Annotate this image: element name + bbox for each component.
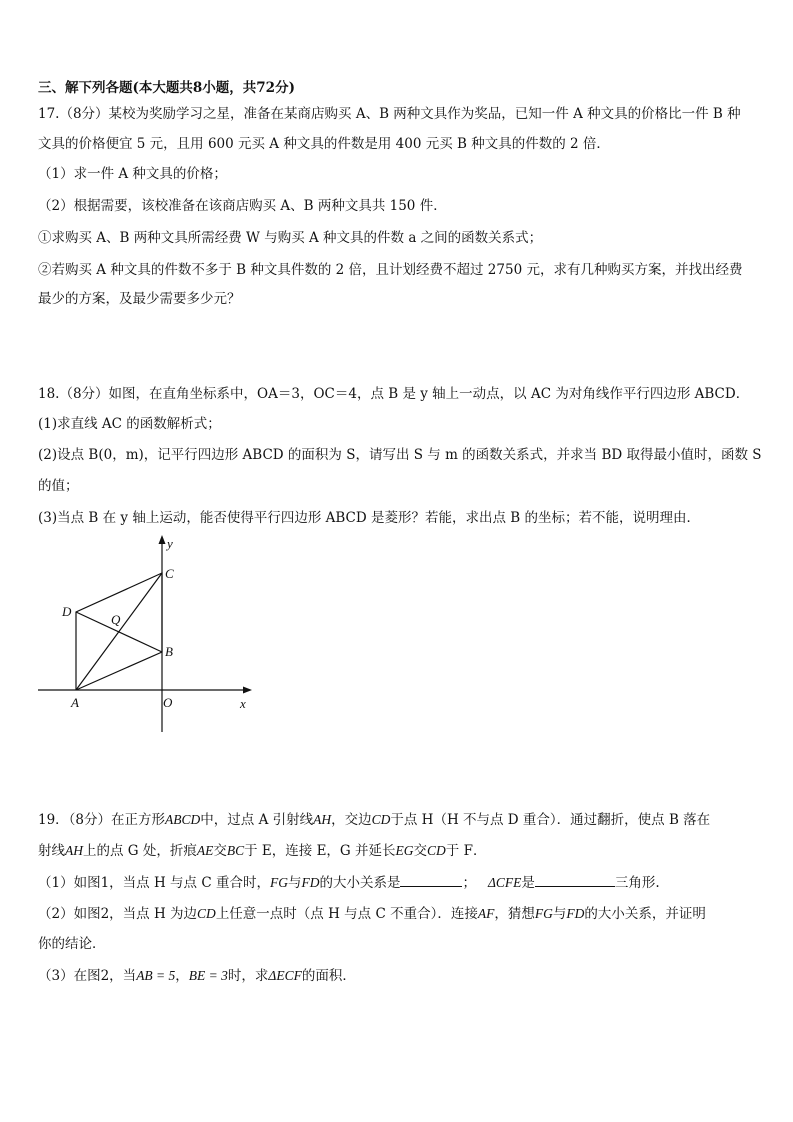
text: 时，求 <box>227 968 269 984</box>
text: （1）如图1，当点 H 与点 C 重合时， <box>38 875 270 891</box>
math-fg: FG <box>534 906 553 921</box>
text: 射线 <box>38 843 65 859</box>
q17-line: （1）求一件 A 种文具的价格； <box>38 166 227 182</box>
q18-line: 18.（8分）如图，在直角坐标系中，OA＝3，OC＝4，点 B 是 y 轴上一动点，以 AC 为对角线作平行四边形 ABCD． <box>38 386 750 402</box>
q18-line: (3)当点 B 在 y 轴上运动，能否使得平行四边形 ABCD 是菱形？若能，求出点 B 的坐标；若不能，说明理由． <box>38 510 700 526</box>
q17-line: ②若购买 A 种文具的件数不多于 B 种文具件数的 2 倍，且计划经费不超过 2750 元，求有几种购买方案，并找出经费 <box>38 262 743 278</box>
q19-line: 你的结论． <box>38 936 106 952</box>
label-c: C <box>165 566 174 581</box>
math-cfe: ΔCFE <box>487 875 522 890</box>
q17-line: （2）根据需要，该校准备在该商店购买 A、B 两种文具共 150 件． <box>38 198 447 214</box>
text: （3）在图2，当 <box>38 968 137 984</box>
math-ae: AE <box>196 843 214 858</box>
math-bc: BC <box>226 843 245 858</box>
math-fd: FD <box>301 875 320 890</box>
text: 于 F． <box>445 843 487 859</box>
text: 中，过点 A 引射线 <box>200 812 314 828</box>
answer-blank[interactable] <box>535 872 615 887</box>
text: 于 E，连接 E，G 并延长 <box>244 843 396 859</box>
text: 19．（8分）在正方形 <box>38 812 166 828</box>
q19-line <box>38 810 710 830</box>
label-x: x <box>240 696 246 711</box>
q17-line: 最少的方案，及最少需要多少元？ <box>38 291 241 307</box>
math-fg: FG <box>269 875 288 890</box>
label-o: O <box>163 695 173 710</box>
text: 的大小关系，并证明 <box>584 906 706 922</box>
q17-line: 文具的价格便宜 5 元，且用 600 元买 A 种文具的件数是用 400 元买 B 种文具的件数的 2 倍． <box>38 136 610 152</box>
text: ， <box>175 968 189 984</box>
text: 交 <box>213 843 227 859</box>
text: 三角形. <box>614 875 660 891</box>
math-fd: FD <box>566 906 585 921</box>
text: 的大小关系是 <box>319 875 401 891</box>
q18-line: 的值； <box>38 478 79 494</box>
text: ，交边 <box>331 812 372 828</box>
text: 于点 H（H 不与点 D 重合）．通过翻折，使点 B 落在 <box>390 812 711 828</box>
section-title: 三、解下列各题(本大题共8小题，共72分) <box>38 80 295 96</box>
text: （2）如图2，当点 H 为边 <box>38 906 198 922</box>
math-be-3: BE = 3 <box>188 968 228 983</box>
math-eg: EG <box>395 843 414 858</box>
q18-line: (2)设点 B(0，m)，记平行四边形 ABCD 的面积为 S，请写出 S 与 m 的函数关系式，并求当 BD 取得最小值时，函数 S <box>38 447 762 463</box>
coordinate-figure <box>30 532 270 742</box>
q17-line: 17.（8分）某校为奖励学习之星，准备在某商店购买 A、B 两种文具作为奖品，已知一件 A 种文具的价格比一件 B 种 <box>38 106 741 122</box>
label-a: A <box>71 695 79 710</box>
label-q: Q <box>111 612 121 627</box>
q19-line <box>38 872 660 893</box>
x-axis-arrow <box>243 687 252 694</box>
math-cd: CD <box>371 812 391 827</box>
math-cd: CD <box>197 906 216 921</box>
q17-line: ①求购买 A、B 两种文具所需经费 W 与购买 A 种文具的件数 a 之间的函数关系式； <box>38 230 543 246</box>
math-ab-5: AB = 5 <box>136 968 176 983</box>
text: 交 <box>413 843 428 859</box>
y-axis-arrow <box>159 535 166 544</box>
text: ； <box>462 875 476 891</box>
text: 上的点 G 处，折痕 <box>83 843 197 859</box>
math-ah: AH <box>313 812 332 827</box>
text: ，猜想 <box>494 906 535 922</box>
answer-blank[interactable] <box>400 872 462 887</box>
q19-line <box>38 904 706 924</box>
text: 与 <box>552 906 567 922</box>
q19-line <box>38 841 486 861</box>
text: 是 <box>521 875 535 891</box>
math-cd: CD <box>427 843 446 858</box>
text: 上任意一点时（点 H 与点 C 不重合）．连接 <box>215 906 478 922</box>
math-af: AF <box>477 906 495 921</box>
math-abcd: ABCD <box>165 812 201 827</box>
label-y: y <box>167 536 173 551</box>
label-d: D <box>62 604 72 619</box>
q19-line <box>38 966 356 986</box>
q18-line: (1)求直线 AC 的函数解析式； <box>38 416 221 432</box>
math-ah: AH <box>65 843 83 858</box>
text: 的面积． <box>301 968 356 984</box>
label-b: B <box>165 644 173 659</box>
text: 与 <box>287 875 302 891</box>
math-ecf: ΔECF <box>268 968 302 983</box>
